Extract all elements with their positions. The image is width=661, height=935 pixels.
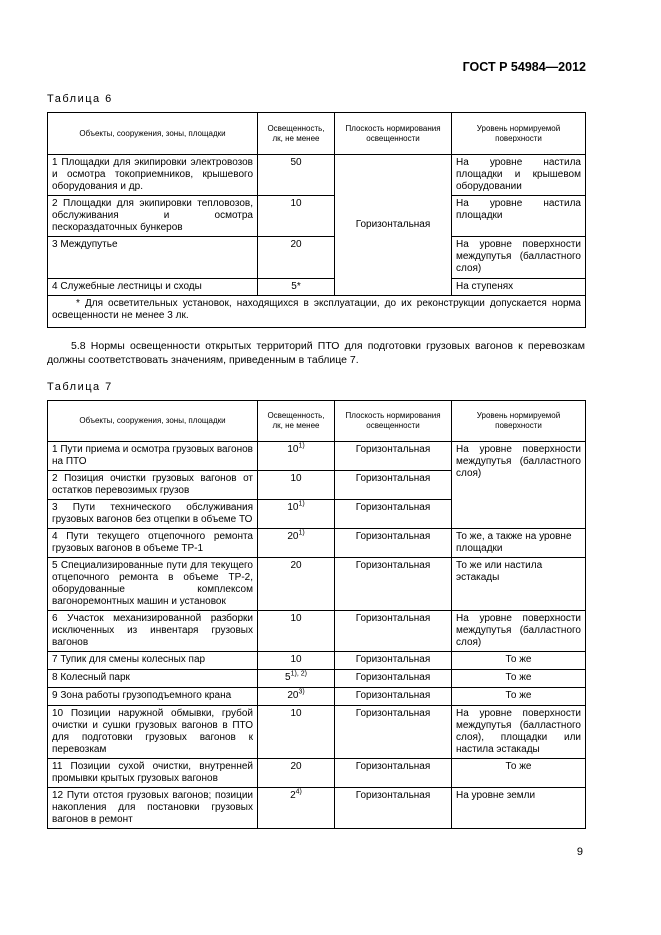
- table-row: [48, 279, 586, 296]
- table6-header-level: Уровень нормируемой поверхности: [452, 113, 586, 155]
- table7-row9-lux-value: 20: [287, 690, 299, 701]
- table7-row3-lux-value: 10: [287, 502, 299, 513]
- table7-row11-plane: Горизонтальная: [335, 759, 452, 788]
- table7-row5-plane: Горизонтальная: [335, 558, 452, 611]
- table7-row10-lux: 10: [258, 706, 335, 759]
- table-row: [48, 237, 586, 279]
- table7: [47, 400, 586, 829]
- table6-plane-merged: Горизонтальная: [335, 155, 452, 296]
- table7-header-level: Уровень нормируемой поверхности: [452, 401, 586, 442]
- table-row: [48, 706, 586, 759]
- table6-caption: Таблица 6: [47, 93, 113, 105]
- table7-row3-object: 3 Пути технического обслуживания грузовых вагонов без отцепки в объеме ТО: [48, 500, 258, 529]
- table7-row12-level: На уровне земли: [452, 788, 586, 829]
- table7-row12-lux-note: 4): [295, 788, 302, 796]
- table7-row10-level: На уровне поверхности междупутья (балластного слоя), площадки или настила эстакады: [452, 706, 586, 759]
- page-number: 9: [576, 846, 583, 858]
- table-row: [48, 442, 586, 471]
- table-row: [48, 788, 586, 829]
- table6-row3-object: 3 Междупутье: [48, 237, 258, 279]
- table-row: [48, 652, 586, 670]
- table-row: [48, 196, 586, 237]
- table7-row8-lux: [258, 670, 335, 688]
- table6-row1-lux: 50: [258, 155, 335, 196]
- table7-row6-lux: 10: [258, 611, 335, 652]
- table6-row2-lux: 10: [258, 196, 335, 237]
- table7-caption: Таблица 7: [47, 381, 113, 393]
- table7-row7-plane: Горизонтальная: [335, 652, 452, 670]
- table7-row4-object: 4 Пути текущего отцепочного ремонта грузовых вагонов в объеме ТР-1: [48, 529, 258, 558]
- table7-row11-object: 11 Позиции сухой очистки, внутренней промывки крытых грузовых вагонов: [48, 759, 258, 788]
- table7-row8-plane: Горизонтальная: [335, 670, 452, 688]
- table-row: [48, 558, 586, 611]
- table7-row9-object: 9 Зона работы грузоподъемного крана: [48, 688, 258, 706]
- table7-row12-lux: [258, 788, 335, 829]
- table6-header-lux: Освещенность, лк, не менее: [258, 113, 335, 155]
- table7-row8-object: 8 Колесный парк: [48, 670, 258, 688]
- table7-row8-lux-note: 1), 2): [290, 670, 307, 678]
- table6-header-row: [48, 113, 586, 155]
- table-row: [48, 529, 586, 558]
- table7-row10-object: 10 Позиции наружной обмывки, грубой очистки и сушки грузовых вагонов в ПТО для подготовки грузовых вагонов к перевозкам: [48, 706, 258, 759]
- table6-row1-level: На уровне настила площадки и крышевом оборудовании: [452, 155, 586, 196]
- table-row: [48, 688, 586, 706]
- table7-row5-lux: 20: [258, 558, 335, 611]
- table6-row1-object: 1 Площадки для экипировки электровозов и осмотра токоприемников, крышевого оборудования и др.: [48, 155, 258, 196]
- table7-row5-object: 5 Специализированные пути для текущего отцепочного ремонта в объеме ТР-2, оборудованные комплексом вагоноремонтных машин и установок: [48, 558, 258, 611]
- table7-row6-level: На уровне поверхности междупутья (балластного слоя): [452, 611, 586, 652]
- table6-row4-level: На ступенях: [452, 279, 586, 296]
- table7-row6-object: 6 Участок механизированной разборки исключенных из инвентаря грузовых вагонов: [48, 611, 258, 652]
- table7-row3-lux-note: 1): [298, 500, 305, 508]
- table7-row4-lux-value: 20: [287, 531, 299, 542]
- table7-row9-level: То же: [452, 688, 586, 706]
- table7-row1-object: 1 Пути приема и осмотра грузовых вагонов на ПТО: [48, 442, 258, 471]
- table7-row2-plane: Горизонтальная: [335, 471, 452, 500]
- table6-header-objects: Объекты, сооружения, зоны, площадки: [48, 113, 258, 155]
- table6-row2-object: 2 Площадки для экипировки тепловозов, обслуживания и осмотра пескораздаточных бункеров: [48, 196, 258, 237]
- table6-header-plane: Плоскость нормирования освещенности: [335, 113, 452, 155]
- table6-row2-level: На уровне настила площадки: [452, 196, 586, 237]
- table7-level-merged: На уровне поверхности междупутья (балластного слоя): [452, 442, 586, 529]
- table7-row7-lux: 10: [258, 652, 335, 670]
- table7-row9-plane: Горизонтальная: [335, 688, 452, 706]
- table7-row6-plane: Горизонтальная: [335, 611, 452, 652]
- table7-row9-lux-note: 3): [298, 688, 305, 696]
- table7-header-row: [48, 401, 586, 442]
- table7-row7-object: 7 Тупик для смены колесных пар: [48, 652, 258, 670]
- document-id: ГОСТ Р 54984—2012: [462, 60, 586, 74]
- table6: [47, 112, 586, 328]
- table-row: [48, 670, 586, 688]
- table7-row4-plane: Горизонтальная: [335, 529, 452, 558]
- table7-row12-object: 12 Пути отстоя грузовых вагонов; позиции накопления для постановки грузовых вагонов в ремонт: [48, 788, 258, 829]
- table6-row3-level: На уровне поверхности междупутья (балластного слоя): [452, 237, 586, 279]
- table6-footnote-row: [48, 296, 586, 328]
- table7-row12-plane: Горизонтальная: [335, 788, 452, 829]
- table7-row3-plane: Горизонтальная: [335, 500, 452, 529]
- table7-row11-level: То же: [452, 759, 586, 788]
- table7-row1-lux-note: 1): [298, 442, 305, 450]
- table-row: [48, 611, 586, 652]
- table-row: [48, 155, 586, 196]
- table7-row8-level: То же: [452, 670, 586, 688]
- table7-row4-level: То же, а также на уровне площадки: [452, 529, 586, 558]
- table7-header-objects: Объекты, сооружения, зоны, площадки: [48, 401, 258, 442]
- table7-row1-lux: [258, 442, 335, 471]
- table7-row2-object: 2 Позиция очистки грузовых вагонов от остатков перевозимых грузов: [48, 471, 258, 500]
- table7-row8-lux-value: 5: [285, 672, 291, 683]
- table7-row12-lux-value: 2: [290, 790, 296, 801]
- table7-row4-lux-note: 1): [298, 529, 305, 537]
- table-row: [48, 759, 586, 788]
- table7-row1-lux-value: 10: [287, 444, 299, 455]
- table7-row10-plane: Горизонтальная: [335, 706, 452, 759]
- table7-row9-lux: [258, 688, 335, 706]
- table7-row5-level: То же или настила эстакады: [452, 558, 586, 611]
- table7-header-lux: Освещенность, лк, не менее: [258, 401, 335, 442]
- table6-row4-lux: 5*: [258, 279, 335, 296]
- table7-row3-lux: [258, 500, 335, 529]
- table6-footnote: * Для осветительных установок, находящихся в эксплуатации, до их реконструкции допускается норма освещенности не менее 3 лк.: [48, 296, 586, 328]
- table6-row4-object: 4 Служебные лестницы и сходы: [48, 279, 258, 296]
- table6-row3-lux: 20: [258, 237, 335, 279]
- table7-row7-level: То же: [452, 652, 586, 670]
- table7-row2-lux: 10: [258, 471, 335, 500]
- table7-header-plane: Плоскость нормирования освещенности: [335, 401, 452, 442]
- table7-row1-plane: Горизонтальная: [335, 442, 452, 471]
- table7-row4-lux: [258, 529, 335, 558]
- table7-row11-lux: 20: [258, 759, 335, 788]
- paragraph-5-8: 5.8 Нормы освещенности открытых территорий ПТО для подготовки грузовых вагонов к перевозкам должны соответствовать значениям, приведенным в таблице 7.: [47, 340, 585, 366]
